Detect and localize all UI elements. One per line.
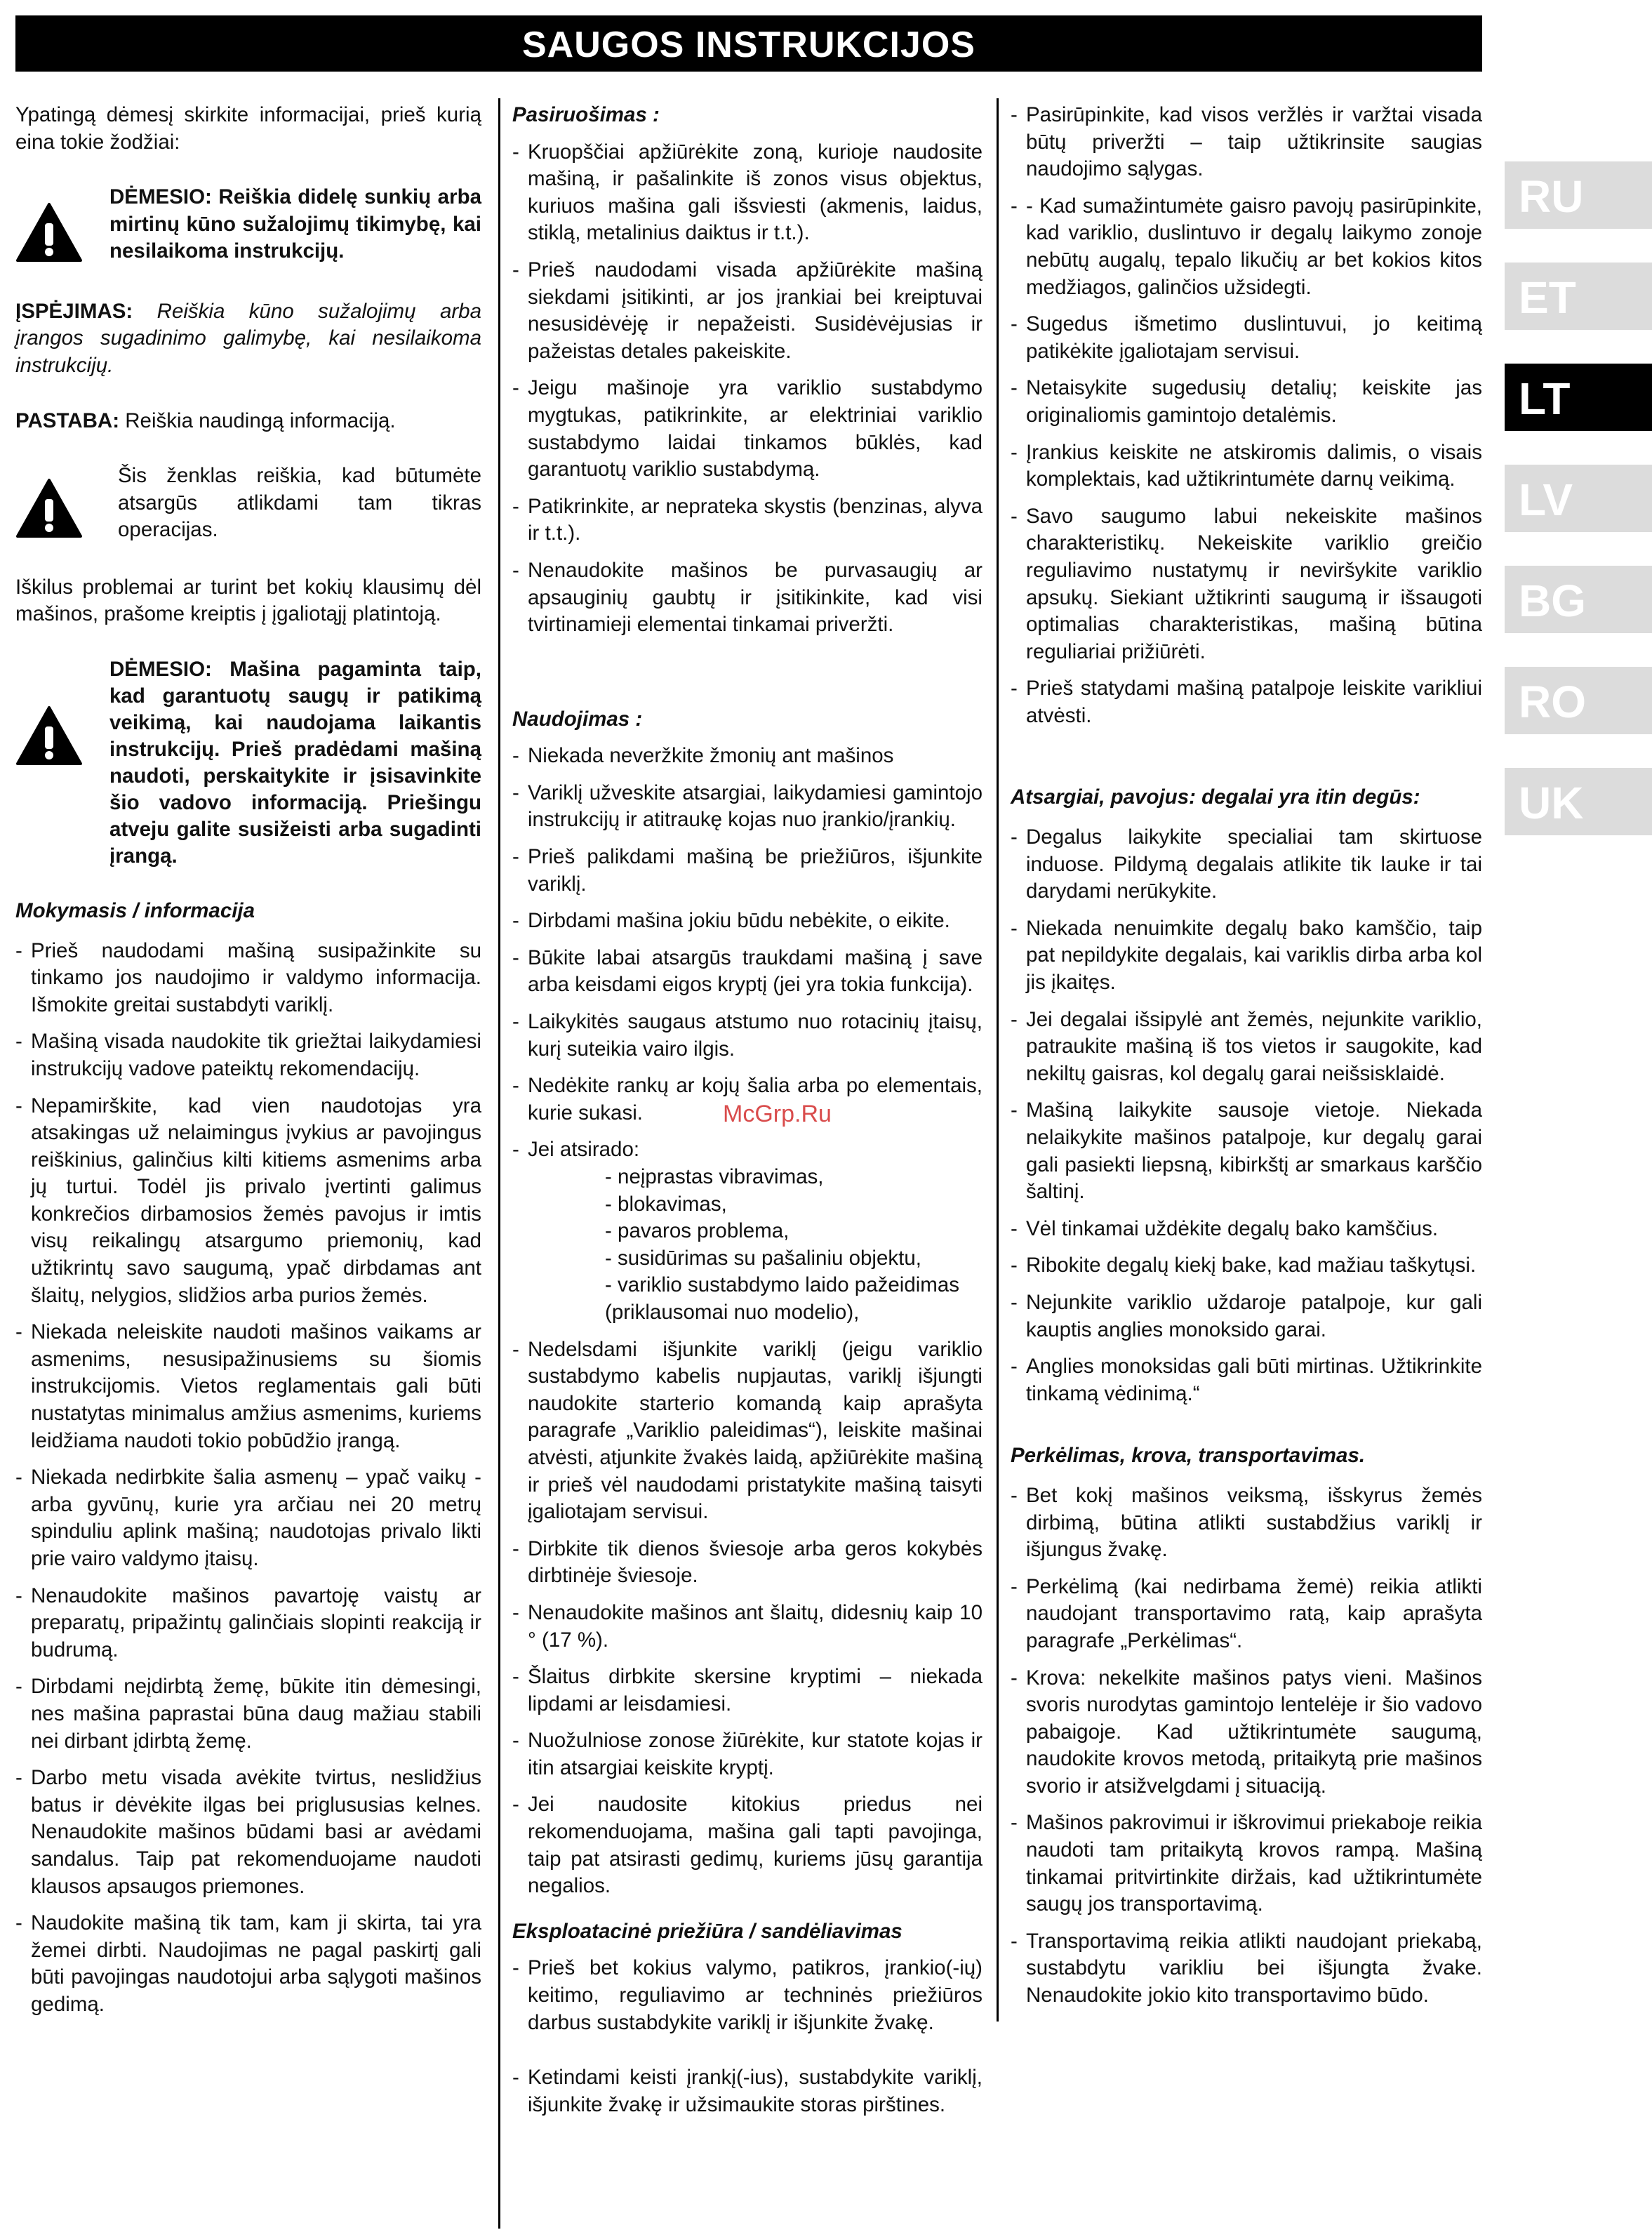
tab-language-ru[interactable]: RU xyxy=(1505,161,1652,229)
list-item: - Patikrinkite, ar neprateka skystis (benzinas, alyva ir t.t.). xyxy=(512,493,982,547)
warning-paragraph xyxy=(15,298,481,380)
maintenance-heading: Eksploatacinė priežiūra / sandėliavimas xyxy=(512,1919,902,1943)
note-text: Reiškia naudingą informaciją. xyxy=(125,409,396,432)
list-item: - Ketindami keisti įrankį(-ius), sustabdykite variklį, išjunkite žvakę ir užsimaukite storas pirštines. xyxy=(512,2064,982,2118)
list-item: - Niekada neveržkite žmonių ant mašinos xyxy=(512,743,982,770)
page-title: SAUGOS INSTRUKCIJOS xyxy=(15,15,1482,72)
usage-list xyxy=(512,743,982,1900)
list-item: - Niekada nedirbkite šalia asmenų – ypač vaikų - arba gyvūnų, kurie yra arčiau nei 20 metrų spinduliu aplink mašiną; naudotojas privalo likti prie vairo valdymo įtaisų. xyxy=(15,1464,481,1572)
column-divider xyxy=(498,98,500,2229)
tab-language-lt[interactable]: LT xyxy=(1505,364,1652,431)
list-item: - Bet kokį mašinos veiksmą, išskyrus žemės dirbimą, būtina atlikti sustabdžius variklį ir išjungus žvakę. xyxy=(1011,1482,1482,1564)
training-heading: Mokymasis / informacija xyxy=(15,898,255,922)
intro-text: Ypatingą dėmesį skirkite informacijai, prieš kurią eina tokie žodžiai: xyxy=(15,103,481,154)
tab-language-lv[interactable]: LV xyxy=(1505,465,1652,532)
fuel-list xyxy=(1011,824,1482,1407)
note-paragraph xyxy=(15,408,481,435)
warning-text: Reiškia kūno sužalojimų arba įrangos sugadinimo galimybę, kai nesilaikoma instrukcijų. xyxy=(15,299,481,377)
language-tabs xyxy=(1505,161,1652,869)
danger-notice-2 xyxy=(15,656,481,870)
list-item: - Transportavimą reikia atlikti naudojant priekabą, sustabdytu varikliu bei išjungta žvake. Nenaudokite jokio kito transportavimo būdo. xyxy=(1011,1928,1482,2010)
list-item: - Jei naudosite kitokius priedus nei rekomenduojama, mašina gali tapti pavojinga, taip pat atsirasti gedimų, kuriems jūsų garantija negalios. xyxy=(512,1791,982,1899)
sign-notice xyxy=(15,463,481,546)
list-item: - Netaisykite sugedusių detalių; keiskite jas originaliomis gamintojo detalėmis. xyxy=(1011,375,1482,429)
list-item: - Dirbdami neįdirbtą žemę, būkite itin dėmesingi, nes mašina paprastai būna daug mažiau stabili nei dirbant įdirbtą žemę. xyxy=(15,1673,481,1755)
list-item: - Darbo metu visada avėkite tvirtus, neslidžius batus ir dėvėkite ilgas bei priglususias kelnes. Nenaudokite mašinos būdami basi ar avėdami sandalus. Taip pat rekomenduojame naudoti klausos apsaugos priemones. xyxy=(15,1765,481,1900)
list-item: - Variklį užveskite atsargiai, laikydamiesi gamintojo instrukcijų ir atitraukę kojas nuo įrankio/įrankių. xyxy=(512,780,982,834)
list-item xyxy=(512,1136,982,1326)
note-label: PASTABA: xyxy=(15,409,120,432)
warning-icon xyxy=(15,656,109,774)
danger-notice xyxy=(15,184,481,270)
list-item: - Niekada neleiskite naudoti mašinos vaikams ar asmenims, nesusipažinusiems su šiomis instrukcijomis. Vietos reglamentais gali būti nustatytas minimalus amžius asmenims, kuriems leidžiama naudoti tokio pobūdžio įrangą. xyxy=(15,1319,481,1454)
transport-heading: Perkėlimas, krova, transportavimas. xyxy=(1011,1444,1366,1468)
danger-label: DĖMESIO: xyxy=(109,185,212,209)
list-item: - Kruopščiai apžiūrėkite zoną, kurioje naudosite mašiną, ir pašalinkite iš zonos visus objektus, kuriuos mašina gali išsviesti (akmenis, laidus, stiklą, metalinius daiktus ir t.t.). xyxy=(512,139,982,247)
sub-item: - variklio sustabdymo laido pažeidimas (priklausomai nuo modelio), xyxy=(605,1272,982,1326)
usage-heading: Naudojimas : xyxy=(512,707,643,731)
list-item: - Nejunkite variklio uždaroje patalpoje, kur gali kauptis anglies monoksido garai. xyxy=(1011,1289,1482,1343)
preparation-heading: Pasiruošimas : xyxy=(512,103,660,126)
sign-text: Šis ženklas reiškia, kad būtumėte atsargūs atlikdami tam tikras operacijas. xyxy=(118,464,481,542)
list-item: - Nedėkite rankų ar kojų šalia arba po elementais, kurie sukasi. xyxy=(512,1073,982,1127)
list-item: - Vėl tinkamai uždėkite degalų bako kamščius. xyxy=(1011,1216,1482,1243)
column-1 xyxy=(15,102,481,2047)
if-subitems xyxy=(528,1164,982,1327)
list-item: - Krova: nekelkite mašinos patys vieni. Mašinos svoris nurodytas gamintojo lentelėje ir šio vadovo pabaigoje. Kad užtikrintumėte saugumą, naudokite krovos metodą, pritaikytą prie mašinos svorio ir atsižvelgdami į situaciją. xyxy=(1011,1665,1482,1800)
watermark: McGrp.Ru xyxy=(723,1101,832,1127)
list-item: - Anglies monoksidas gali būti mirtinas. Užtikrinkite tinkamą vėdinimą.“ xyxy=(1011,1353,1482,1407)
list-item: - Nenaudokite mašinos ant šlaitų, didesnių kaip 10 ° (17 %). xyxy=(512,1600,982,1654)
problem-text: Iškilus problemai ar turint bet kokių klausimų dėl mašinos, prašome kreiptis į įgaliotąjį platintoją. xyxy=(15,575,481,626)
list-item: - Perkėlimą (kai nedirbama žemė) reikia atlikti naudojant transportavimo ratą, kaip aprašyta paragrafe „Perkėlimas“. xyxy=(1011,1574,1482,1655)
column-3 xyxy=(1011,102,1482,2038)
list-item: - Šlaitus dirbkite skersine kryptimi – niekada lipdami ar leisdamiesi. xyxy=(512,1664,982,1718)
maintenance-list-continued xyxy=(1011,102,1482,729)
list-item: - Mašiną laikykite sausoje vietoje. Niekada nelaikykite mašinos patalpoje, kur degalų garai gali pasiekti liepsną, kibirkštį ar smarkaus karščio šaltinį. xyxy=(1011,1097,1482,1205)
column-divider xyxy=(997,98,999,2022)
list-item: - Prieš palikdami mašiną be priežiūros, išjunkite variklį. xyxy=(512,844,982,898)
list-item: - Nedelsdami išjunkite variklį (jeigu variklio sustabdymo kabelis nupjautas, variklį išjungti naudokite starterio komandą kaip aprašyta paragrafe „Variklio paleidimas“), leiskite mašinai atvėsti, atjunkite žvakės laidą, apžiūrėkite mašiną ir prieš vėl naudodami pristatykite mašiną taisyti įgaliotajam servisui. xyxy=(512,1336,982,1526)
list-item: - Mašiną visada naudokite tik griežtai laikydamiesi instrukcijų vadove pateiktų rekomendacijų. xyxy=(15,1028,481,1082)
list-item: - Nenaudokite mašinos be purvasaugių ar apsauginių gaubtų ir įsitikinkite, kad visi tvirtinamieji elementai tinkamai priveržti. xyxy=(512,557,982,639)
transport-list xyxy=(1011,1482,1482,2010)
warning-icon xyxy=(15,184,93,270)
list-item: - Niekada nenuimkite degalų bako kamščio, taip pat nepildykite degalais, kai variklis dirba arba kol jis įkaitęs. xyxy=(1011,915,1482,997)
list-item: - Pasirūpinkite, kad visos veržlės ir varžtai visada būtų priveržti – taip užtikrinsite saugias naudojimo sąlygas. xyxy=(1011,102,1482,183)
list-item: - Nenaudokite mašinos pavartoję vaistų ar preparatų, pripažintų galinčiais slopinti reakciją ir budrumą. xyxy=(15,1583,481,1664)
list-item: - Nepamirškite, kad vien naudotojas yra atsakingas už nelaimingus įvykius ar pavojingus reiškinius, galinčius kilti kitiems asmenims arba jų turtui. Todėl jis privalo įvertinti galimus konkrečios dirbamosios žemės pavojus ir imtis visų reikalingų atsargumo priemonių, kad užtikrintų savo saugumą, ypač dirbdamas ant šlaitų, nelygios, slidžios arba purios žemės. xyxy=(15,1093,481,1310)
list-item: - Prieš bet kokius valymo, patikros, įrankio(-ių) keitimo, reguliavimo ar techninės priežiūros darbus sustabdykite variklį ir išjunkite žvakę. xyxy=(512,1955,982,2036)
list-item: - Jeigu mašinoje yra variklio sustabdymo mygtukas, patikrinkite, ar elektriniai variklio sustabdymo laidai tinkamos būklės, kad garantuotų variklio sustabdymą. xyxy=(512,375,982,483)
list-item: - - Kad sumažintumėte gaisro pavojų pasirūpinkite, kad variklio, duslintuvo ir degalų laikymo zonoje nebūtų augalų, tepalo likučių ar bet kokios kitos medžiagos, galinčios užsidegti. xyxy=(1011,193,1482,301)
list-item: - Prieš naudodami visada apžiūrėkite mašiną siekdami įsitikinti, ar jos įrankiai bei kreiptuvai nesusidėvėję ir nepažeisti. Susidėvėjusias ir pažeistas detales pakeiskite. xyxy=(512,257,982,365)
maintenance-list xyxy=(512,1955,982,2118)
sub-item: - blokavimas, xyxy=(605,1191,982,1219)
list-item: - Ribokite degalų kiekį bake, kad mažiau taškytųsi. xyxy=(1011,1252,1482,1280)
list-item: - Prieš statydami mašiną patalpoje leiskite varikliui atvėsti. xyxy=(1011,675,1482,729)
warning-label: ĮSPĖJIMAS: xyxy=(15,299,133,323)
if-item-label: Jei atsirado: xyxy=(528,1138,640,1162)
sub-item: - pavaros problema, xyxy=(605,1218,982,1245)
tab-language-uk[interactable]: UK xyxy=(1505,768,1652,835)
danger-text-2: DĖMESIO: Mašina pagaminta taip, kad garantuotų saugų ir patikimą veikimą, kai naudojama laikantis instrukcijų. Prieš pradėdami mašiną naudoti, perskaitykite ir įsisavinkite šio vadovo informaciją. Priešingu atveju galite susižeisti arba sugadinti įrangą. xyxy=(109,657,481,868)
tab-language-et[interactable]: ET xyxy=(1505,263,1652,330)
list-item: - Mašinos pakrovimui ir iškrovimui priekaboje reikia naudoti tam pritaikytą krovos rampą. Mašiną tinkamai pritvirtinkite diržais, kad užtikrintumėte saugų jos transportavimą. xyxy=(1011,1810,1482,1918)
list-item: - Prieš naudodami mašiną susipažinkite su tinkamo jos naudojimo ir valdymo informacija. Išmokite greitai sustabdyti variklį. xyxy=(15,938,481,1019)
list-item: - Nuožulniose zonose žiūrėkite, kur statote kojas ir itin atsargiai keiskite kryptį. xyxy=(512,1727,982,1781)
list-item: - Dirbdami mašina jokiu būdu nebėkite, o eikite. xyxy=(512,908,982,935)
list-item: - Jei degalai išsipylė ant žemės, nejunkite variklio, patraukite mašiną iš tos vietos ir saugokite, kad nekiltų gaisras, kol degalų garai neišsisklaidė. xyxy=(1011,1007,1482,1088)
tab-language-ro[interactable]: RO xyxy=(1505,667,1652,734)
sub-item: - neįprastas vibravimas, xyxy=(605,1164,982,1191)
tab-language-bg[interactable]: BG xyxy=(1505,566,1652,633)
danger-text: Reiškia didelę sunkių arba mirtinų kūno sužalojimų tikimybę, kai nesilaikoma instrukcijų. xyxy=(109,185,481,263)
list-item: - Laikykitės saugaus atstumo nuo rotacinių įtaisų, kurį suteikia vairo ilgis. xyxy=(512,1009,982,1063)
list-item: - Sugedus išmetimo duslintuvui, jo keitimą patikėkite įgaliotajam servisui. xyxy=(1011,311,1482,365)
preparation-list xyxy=(512,139,982,639)
fuel-heading: Atsargiai, pavojus: degalai yra itin degūs: xyxy=(1011,785,1420,809)
list-item: - Būkite labai atsargūs traukdami mašiną į save arba keisdami eigos kryptį (jei yra tokia funkcija). xyxy=(512,945,982,999)
warning-icon xyxy=(15,463,118,546)
list-item: - Degalus laikykite specialiai tam skirtuose induose. Pildymą degalais atlikite tik lauke ir tai darydami nerūkykite. xyxy=(1011,824,1482,905)
list-item: - Naudokite mašiną tik tam, kam ji skirta, tai yra žemei dirbti. Naudojimas ne pagal paskirtį gali būti pavojingas naudotojui arba sąlygoti mašinos gedimą. xyxy=(15,1910,481,2018)
list-item: - Savo saugumo labui nekeiskite mašinos charakteristikų. Nekeiskite variklio greičio reguliavimo nustatymų ir neviršykite variklio apsukų. Siekiant užtikrinti saugumą ir išsaugoti optimalias charakteristikas, mašiną būtina reguliariai prižiūrėti. xyxy=(1011,503,1482,666)
list-item: - Dirbkite tik dienos šviesoje arba geros kokybės dirbtinėje šviesoje. xyxy=(512,1536,982,1590)
training-list xyxy=(15,938,481,2019)
list-item: - Įrankius keiskite ne atskiromis dalimis, o visais komplektais, kad užtikrintumėte darnų veikimą. xyxy=(1011,439,1482,493)
sub-item: - susidūrimas su pašaliniu objektu, xyxy=(605,1245,982,1273)
